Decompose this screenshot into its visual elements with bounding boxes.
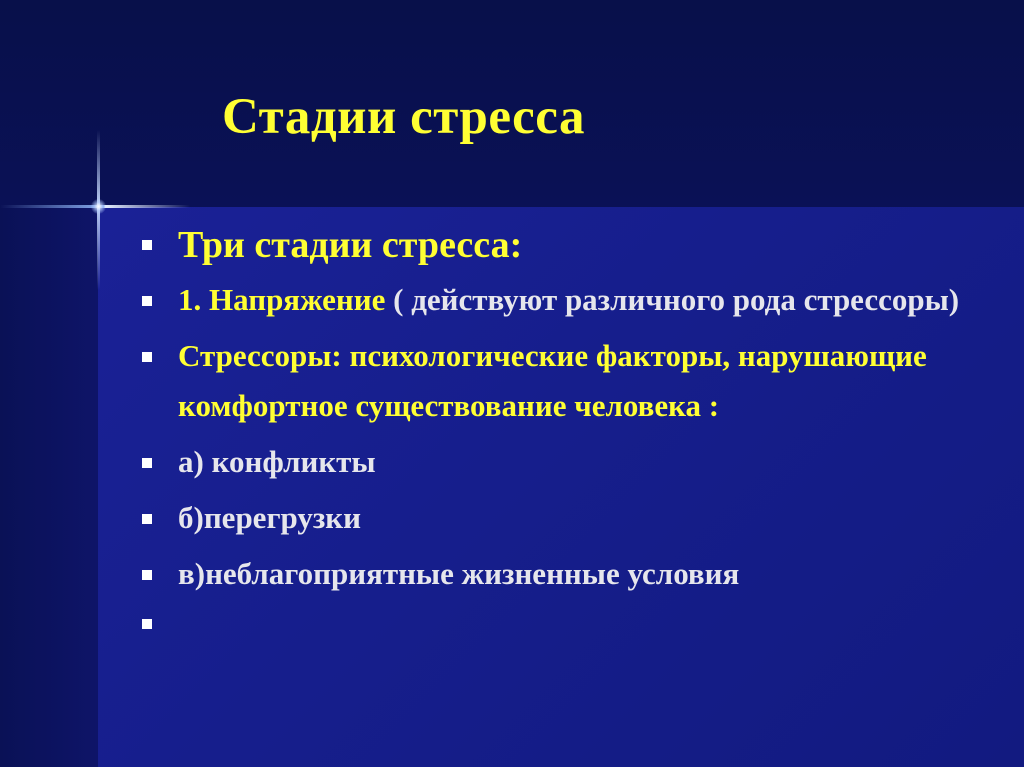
- list-item: [140, 275, 1000, 325]
- list-item-empty: [140, 605, 1000, 647]
- square-bullet-icon: [142, 352, 152, 362]
- square-bullet-icon: [142, 240, 152, 250]
- left-strip: [0, 207, 98, 767]
- bullet-highlight: 1. Напряжение: [178, 282, 386, 317]
- square-bullet-icon: [142, 514, 152, 524]
- list-item: [140, 493, 1000, 543]
- bullet-list: [140, 218, 1000, 647]
- bullet-text: а) конфликты: [178, 444, 376, 479]
- list-item: [140, 331, 1000, 431]
- square-bullet-icon: [142, 570, 152, 580]
- square-bullet-icon: [142, 296, 152, 306]
- bullet-text: ( действуют различного рода стрессоры): [385, 282, 960, 317]
- list-item: [140, 549, 1000, 599]
- list-item: [140, 437, 1000, 487]
- light-flare-center: [91, 199, 106, 214]
- square-bullet-icon: [142, 458, 152, 468]
- bullet-text: б)перегрузки: [178, 500, 362, 535]
- bullet-text: Стрессоры: психологические факторы, нарушающие комфортное существование человека :: [178, 338, 927, 423]
- bullet-text: Три стадии стресса:: [178, 224, 523, 266]
- slide-title: Стадии стресса: [222, 89, 585, 145]
- list-item: [140, 218, 1000, 272]
- bullet-text: в)неблагоприятные жизненные условия: [178, 556, 740, 591]
- square-bullet-icon: [142, 619, 152, 629]
